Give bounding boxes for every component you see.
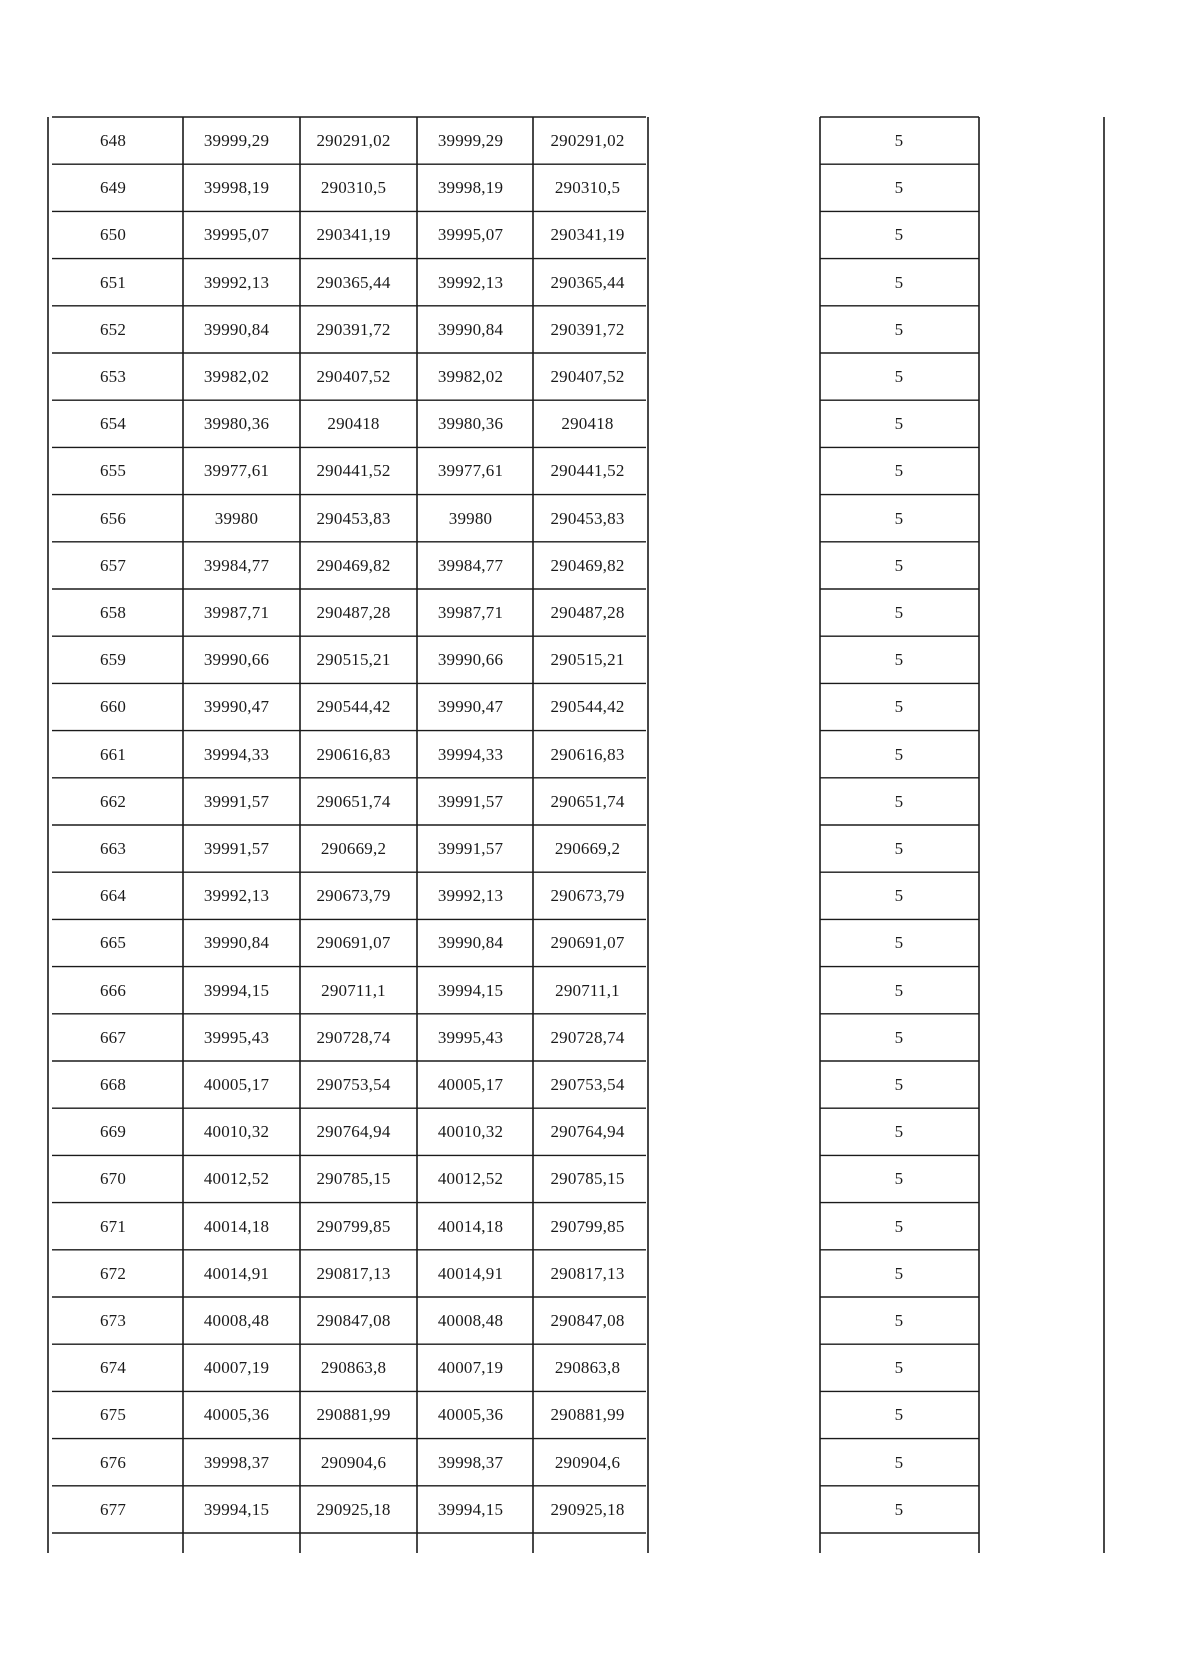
x-existing: 39987,71	[203, 603, 270, 622]
y-new: 290925,18	[550, 1499, 625, 1519]
y-existing: 290418	[327, 414, 380, 434]
y-new: 290847,08	[550, 1311, 625, 1330]
y-existing: 290651,74	[316, 791, 391, 811]
x-existing: 39992,13	[203, 272, 270, 292]
y-new: 290515,21	[550, 650, 625, 670]
x-existing: 39998,19	[203, 178, 270, 198]
y-existing: 290669,2	[320, 839, 387, 858]
accuracy-value: 5	[894, 367, 904, 386]
x-new: 39990,84	[437, 319, 504, 339]
x-new: 40007,19	[437, 1358, 504, 1378]
accuracy-value: 5	[894, 1452, 904, 1472]
y-existing: 290487,28	[316, 603, 391, 622]
point-number: 653	[99, 367, 127, 386]
y-new: 290691,07	[550, 933, 625, 953]
y-new: 290711,1	[555, 980, 620, 1000]
accuracy-value: 5	[894, 886, 904, 906]
x-new: 39992,13	[437, 272, 504, 292]
accuracy-value: 5	[894, 791, 904, 811]
accuracy-value: 5	[894, 461, 904, 481]
x-new: 39982,02	[437, 367, 504, 386]
x-new: 39990,47	[437, 697, 504, 717]
accuracy-value: 5	[894, 1499, 904, 1519]
x-existing: 39992,13	[203, 886, 270, 906]
accuracy-value: 5	[894, 980, 904, 1000]
accuracy-value: 5	[894, 272, 904, 292]
y-existing: 290673,79	[316, 886, 391, 906]
point-number: 670	[99, 1169, 127, 1189]
x-existing: 40005,17	[203, 1075, 270, 1094]
y-new: 290881,99	[550, 1405, 625, 1425]
x-existing: 40007,19	[203, 1358, 270, 1378]
x-new: 39994,33	[437, 744, 504, 764]
y-new: 290341,19	[550, 225, 625, 245]
point-number: 666	[99, 980, 127, 1000]
accuracy-value: 5	[894, 225, 904, 245]
table-row	[0, 1393, 1200, 1437]
point-number: 674	[99, 1358, 127, 1378]
y-existing: 290817,13	[316, 1263, 391, 1283]
y-new: 290728,74	[550, 1027, 625, 1047]
table-row	[0, 1063, 1200, 1107]
accuracy-value: 5	[894, 508, 904, 528]
accuracy-value: 5	[894, 1405, 904, 1425]
x-existing: 39991,57	[203, 839, 270, 858]
table-row	[0, 591, 1200, 635]
table-row	[0, 355, 1200, 399]
y-existing: 290453,83	[316, 508, 391, 528]
table-row	[0, 1346, 1200, 1390]
y-new: 290407,52	[550, 367, 625, 386]
x-existing: 39994,33	[203, 744, 270, 764]
accuracy-value: 5	[894, 414, 904, 434]
y-new: 290544,42	[550, 697, 625, 717]
y-new: 290291,02	[550, 131, 625, 150]
accuracy-value: 5	[894, 131, 904, 150]
point-number: 662	[99, 791, 127, 811]
y-existing: 290764,94	[316, 1122, 391, 1142]
y-existing: 290881,99	[316, 1405, 391, 1425]
x-new: 39984,77	[437, 555, 504, 575]
y-existing: 290799,85	[316, 1216, 391, 1236]
y-existing: 290847,08	[316, 1311, 391, 1330]
x-new: 39998,19	[437, 178, 504, 198]
y-new: 290418	[561, 414, 614, 434]
y-existing: 290515,21	[316, 650, 391, 670]
y-existing: 290753,54	[316, 1075, 391, 1094]
point-number: 661	[99, 744, 127, 764]
x-new: 39994,15	[437, 1499, 504, 1519]
accuracy-value: 5	[894, 1122, 904, 1142]
table-row	[0, 1299, 1200, 1343]
x-new: 40014,18	[437, 1216, 504, 1236]
x-existing: 39995,43	[203, 1027, 270, 1047]
accuracy-value: 5	[894, 1358, 904, 1378]
table-row	[0, 308, 1200, 352]
y-existing: 290441,52	[316, 461, 391, 481]
point-number: 676	[99, 1452, 127, 1472]
y-existing: 290691,07	[316, 933, 391, 953]
table-row	[0, 1205, 1200, 1249]
table-row	[0, 119, 1200, 163]
table-row	[0, 1441, 1200, 1485]
y-existing: 290407,52	[316, 367, 391, 386]
x-existing: 39990,84	[203, 933, 270, 953]
point-number: 665	[99, 933, 127, 953]
point-number: 658	[99, 603, 127, 622]
table-row	[0, 1252, 1200, 1296]
accuracy-value: 5	[894, 839, 904, 858]
point-number: 671	[99, 1216, 127, 1236]
accuracy-value: 5	[894, 933, 904, 953]
x-new: 39980	[448, 508, 493, 528]
x-existing: 39977,61	[203, 461, 270, 481]
x-existing: 39990,47	[203, 697, 270, 717]
accuracy-value: 5	[894, 1075, 904, 1094]
x-existing: 39991,57	[203, 791, 270, 811]
x-new: 39994,15	[437, 980, 504, 1000]
y-existing: 290785,15	[316, 1169, 391, 1189]
x-new: 40008,48	[437, 1311, 504, 1330]
x-existing: 39982,02	[203, 367, 270, 386]
y-new: 290669,2	[554, 839, 621, 858]
x-new: 40005,17	[437, 1075, 504, 1094]
point-number: 654	[99, 414, 127, 434]
y-new: 290863,8	[554, 1358, 621, 1378]
accuracy-value: 5	[894, 603, 904, 622]
y-existing: 290728,74	[316, 1027, 391, 1047]
table-row	[0, 921, 1200, 965]
y-new: 290391,72	[550, 319, 625, 339]
point-number: 673	[99, 1311, 127, 1330]
y-new: 290310,5	[554, 178, 621, 198]
accuracy-value: 5	[894, 1216, 904, 1236]
y-new: 290904,6	[554, 1452, 621, 1472]
accuracy-value: 5	[894, 1169, 904, 1189]
table-row	[0, 874, 1200, 918]
accuracy-value: 5	[894, 1027, 904, 1047]
point-number: 675	[99, 1405, 127, 1425]
x-existing: 40014,91	[203, 1263, 270, 1283]
y-new: 290441,52	[550, 461, 625, 481]
x-new: 39992,13	[437, 886, 504, 906]
x-new: 39990,84	[437, 933, 504, 953]
y-new: 290785,15	[550, 1169, 625, 1189]
x-new: 40010,32	[437, 1122, 504, 1142]
table-row	[0, 685, 1200, 729]
y-new: 290753,54	[550, 1075, 625, 1094]
point-number: 655	[99, 461, 127, 481]
x-new: 39991,57	[437, 839, 504, 858]
point-number: 649	[99, 178, 127, 198]
point-number: 656	[99, 508, 127, 528]
x-existing: 40005,36	[203, 1405, 270, 1425]
accuracy-value: 5	[894, 1263, 904, 1283]
x-new: 39987,71	[437, 603, 504, 622]
table-row	[0, 969, 1200, 1013]
x-new: 39991,57	[437, 791, 504, 811]
table-row	[0, 166, 1200, 210]
table-row	[0, 1157, 1200, 1201]
table-row	[0, 402, 1200, 446]
point-number: 672	[99, 1263, 127, 1283]
point-number: 650	[99, 225, 127, 245]
y-existing: 290365,44	[316, 272, 391, 292]
table-row	[0, 213, 1200, 257]
y-new: 290453,83	[550, 508, 625, 528]
x-existing: 39990,66	[203, 650, 270, 670]
x-new: 40014,91	[437, 1263, 504, 1283]
x-existing: 39980	[214, 508, 259, 528]
y-new: 290817,13	[550, 1263, 625, 1283]
x-existing: 39999,29	[203, 131, 270, 150]
table-row	[0, 544, 1200, 588]
point-number: 652	[99, 319, 127, 339]
point-number: 651	[99, 272, 127, 292]
x-new: 40005,36	[437, 1405, 504, 1425]
x-new: 39977,61	[437, 461, 504, 481]
y-new: 290764,94	[550, 1122, 625, 1142]
point-number: 668	[99, 1075, 127, 1094]
point-number: 669	[99, 1122, 127, 1142]
x-new: 39980,36	[437, 414, 504, 434]
x-existing: 39994,15	[203, 1499, 270, 1519]
table-row	[0, 261, 1200, 305]
x-existing: 40010,32	[203, 1122, 270, 1142]
x-new: 39990,66	[437, 650, 504, 670]
y-existing: 290925,18	[316, 1499, 391, 1519]
accuracy-value: 5	[894, 697, 904, 717]
accuracy-value: 5	[894, 744, 904, 764]
y-new: 290487,28	[550, 603, 625, 622]
y-new: 290616,83	[550, 744, 625, 764]
accuracy-value: 5	[894, 178, 904, 198]
x-existing: 40014,18	[203, 1216, 270, 1236]
table-row	[0, 733, 1200, 777]
y-existing: 290291,02	[316, 131, 391, 150]
y-new: 290799,85	[550, 1216, 625, 1236]
table-row	[0, 1016, 1200, 1060]
x-existing: 40008,48	[203, 1311, 270, 1330]
y-existing: 290863,8	[320, 1358, 387, 1378]
point-number: 660	[99, 697, 127, 717]
table-row	[0, 638, 1200, 682]
y-existing: 290904,6	[320, 1452, 387, 1472]
x-existing: 39994,15	[203, 980, 270, 1000]
y-existing: 290469,82	[316, 555, 391, 575]
table-row	[0, 1488, 1200, 1532]
x-existing: 39998,37	[203, 1452, 270, 1472]
accuracy-value: 5	[894, 1311, 904, 1330]
table-row	[0, 827, 1200, 871]
point-number: 667	[99, 1027, 127, 1047]
point-number: 663	[99, 839, 127, 858]
x-existing: 39980,36	[203, 414, 270, 434]
y-new: 290673,79	[550, 886, 625, 906]
y-existing: 290544,42	[316, 697, 391, 717]
y-new: 290651,74	[550, 791, 625, 811]
x-new: 39995,07	[437, 225, 504, 245]
table-row	[0, 780, 1200, 824]
table-row	[0, 449, 1200, 493]
y-new: 290365,44	[550, 272, 625, 292]
y-existing: 290711,1	[321, 980, 386, 1000]
x-existing: 39995,07	[203, 225, 270, 245]
point-number: 657	[99, 555, 127, 575]
x-existing: 39984,77	[203, 555, 270, 575]
x-existing: 40012,52	[203, 1169, 270, 1189]
x-new: 39999,29	[437, 131, 504, 150]
point-number: 659	[99, 650, 127, 670]
table-row	[0, 1110, 1200, 1154]
point-number: 648	[99, 131, 127, 150]
y-existing: 290391,72	[316, 319, 391, 339]
y-existing: 290341,19	[316, 225, 391, 245]
x-existing: 39990,84	[203, 319, 270, 339]
x-new: 39998,37	[437, 1452, 504, 1472]
accuracy-value: 5	[894, 555, 904, 575]
point-number: 677	[99, 1499, 127, 1519]
y-new: 290469,82	[550, 555, 625, 575]
accuracy-value: 5	[894, 650, 904, 670]
point-number: 664	[99, 886, 127, 906]
x-new: 40012,52	[437, 1169, 504, 1189]
y-existing: 290616,83	[316, 744, 391, 764]
accuracy-value: 5	[894, 319, 904, 339]
x-new: 39995,43	[437, 1027, 504, 1047]
table-row	[0, 497, 1200, 541]
y-existing: 290310,5	[320, 178, 387, 198]
